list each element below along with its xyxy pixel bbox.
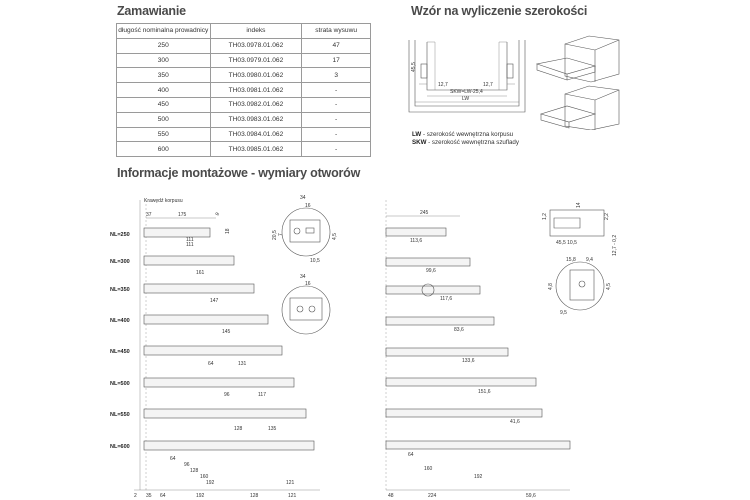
svg-text:160: 160 (424, 466, 433, 472)
rail-label-250: NL=250 (110, 232, 130, 238)
svg-text:4,8: 4,8 (548, 283, 554, 290)
header-loss: strata wysuwu (302, 24, 371, 39)
body-edge-label: Krawędź korpusu (144, 198, 183, 204)
rail-row (110, 346, 282, 367)
rail-label-600: NL=600 (110, 444, 130, 450)
table-row: 550 TH03.0984.01.062 - (117, 127, 371, 142)
svg-text:161: 161 (196, 270, 205, 276)
table-row: 600 TH03.0985.01.062 - (117, 142, 371, 157)
detail-h2: 7 (278, 233, 284, 236)
svg-text:192: 192 (206, 480, 215, 486)
lw-text: LW (462, 96, 470, 102)
profile-detail (542, 202, 618, 256)
svg-text:96: 96 (184, 462, 190, 468)
svg-text:99,6: 99,6 (426, 268, 436, 274)
svg-text:1,2: 1,2 (542, 213, 548, 220)
width-formula-title: Wzór na wyliczenie szerokości (411, 4, 588, 18)
svg-text:121: 121 (286, 480, 295, 486)
svg-text:111: 111 (186, 242, 194, 248)
detail-h1: 20,5 (272, 230, 278, 240)
table-row: 350 TH03.0980.01.062 3 (117, 68, 371, 83)
drawer-illustration-open (537, 36, 619, 82)
detail-circle-middle (282, 274, 330, 334)
table-row: 250 TH03.0978.01.062 47 (117, 38, 371, 53)
svg-text:9,4: 9,4 (586, 257, 593, 263)
detail2-w1: 34 (300, 274, 306, 280)
svg-text:145: 145 (222, 329, 231, 335)
rail-row (110, 441, 314, 486)
svg-text:117: 117 (258, 392, 266, 398)
svg-text:48: 48 (388, 493, 394, 499)
dim-left: 12,7 (438, 82, 448, 88)
header-length: długość nominalna prowadnicy (117, 24, 211, 39)
rail-row (110, 378, 294, 398)
drawer-illustration-closed (541, 86, 619, 130)
dim-top-b: 175 (178, 212, 187, 218)
svg-text:64: 64 (170, 456, 176, 462)
dim-top-a: 37 (146, 212, 152, 218)
detail-d1: 10,5 (310, 258, 320, 264)
svg-text:133,6: 133,6 (462, 358, 475, 364)
rail-label-400: NL=400 (110, 318, 130, 324)
svg-text:131: 131 (238, 361, 247, 367)
dim-top-d: 9 (214, 211, 222, 217)
drawer-top-dim: 245 (420, 210, 429, 216)
svg-text:59,6: 59,6 (526, 493, 536, 499)
drawer-side-drawing (386, 200, 570, 499)
svg-text:160: 160 (200, 474, 209, 480)
header-index: indeks (210, 24, 302, 39)
legend-skw: SKW - szerokość wewnętrzna szuflady (412, 139, 519, 146)
width-formula-drawing (405, 30, 735, 130)
svg-text:12,7 - 0,2: 12,7 - 0,2 (612, 234, 618, 256)
svg-text:4,5: 4,5 (606, 283, 612, 290)
rail-row (110, 228, 210, 248)
svg-text:128: 128 (190, 468, 199, 474)
svg-text:83,6: 83,6 (454, 327, 464, 333)
ordering-table (116, 23, 371, 157)
dim-height: 45,5 (411, 62, 417, 72)
detail2-w2: 16 (305, 281, 311, 287)
dim-right: 12,7 (483, 82, 493, 88)
svg-text:14: 14 (576, 202, 582, 208)
svg-text:64: 64 (208, 361, 214, 367)
detail-w1: 34 (300, 195, 306, 201)
svg-text:2,2: 2,2 (604, 213, 610, 220)
detail-h3: 4,5 (332, 233, 338, 240)
svg-text:96: 96 (224, 392, 230, 398)
svg-text:2: 2 (134, 493, 137, 499)
svg-text:113,6: 113,6 (410, 238, 423, 244)
detail-circle-top (272, 195, 338, 264)
rail-label-500: NL=500 (110, 381, 130, 387)
table-row: 300 TH03.0979.01.062 17 (117, 53, 371, 68)
svg-text:121: 121 (288, 493, 297, 499)
mounting-title: Informacje montażowe - wymiary otworów (117, 166, 361, 180)
svg-text:41,6: 41,6 (510, 419, 520, 425)
detail-circle-right (548, 257, 612, 316)
rail-row (110, 284, 254, 304)
table-row: 450 TH03.0982.01.062 - (117, 97, 371, 112)
rail-label-300: NL=300 (110, 259, 130, 265)
rail-row (110, 256, 234, 276)
svg-text:15,8: 15,8 (566, 257, 576, 263)
table-row: 400 TH03.0981.01.062 - (117, 83, 371, 98)
svg-text:192: 192 (474, 474, 483, 480)
ordering-title: Zamawianie (117, 4, 186, 18)
dim-top-c: 111 (186, 237, 194, 243)
svg-text:151,6: 151,6 (478, 389, 491, 395)
svg-text:45,5 10,5: 45,5 10,5 (556, 240, 577, 246)
rail-label-350: NL=350 (110, 287, 130, 293)
svg-text:128: 128 (250, 493, 259, 499)
svg-text:224: 224 (428, 493, 437, 499)
table-row: 500 TH03.0983.01.062 - (117, 112, 371, 127)
svg-text:135: 135 (268, 426, 277, 432)
svg-text:117,6: 117,6 (440, 296, 453, 302)
legend-lw: LW - szerokość wewnętrzna korpusu (412, 131, 514, 138)
formula-text: SKW=LW-25,4 (450, 89, 483, 95)
svg-text:64: 64 (408, 452, 414, 458)
width-legend (412, 131, 519, 147)
rail-row (110, 315, 268, 335)
svg-text:147: 147 (210, 298, 219, 304)
svg-text:192: 192 (196, 493, 205, 499)
table-header-row (117, 24, 371, 39)
svg-text:35: 35 (146, 493, 152, 499)
rail-label-450: NL=450 (110, 349, 130, 355)
svg-text:64: 64 (160, 493, 166, 499)
detail-w2: 16 (305, 203, 311, 209)
dim-top-e: 18 (225, 228, 231, 234)
mounting-drawing (110, 190, 740, 500)
svg-text:9,5: 9,5 (560, 310, 567, 316)
rail-label-550: NL=550 (110, 412, 130, 418)
rail-row (110, 409, 306, 432)
svg-text:128: 128 (234, 426, 243, 432)
